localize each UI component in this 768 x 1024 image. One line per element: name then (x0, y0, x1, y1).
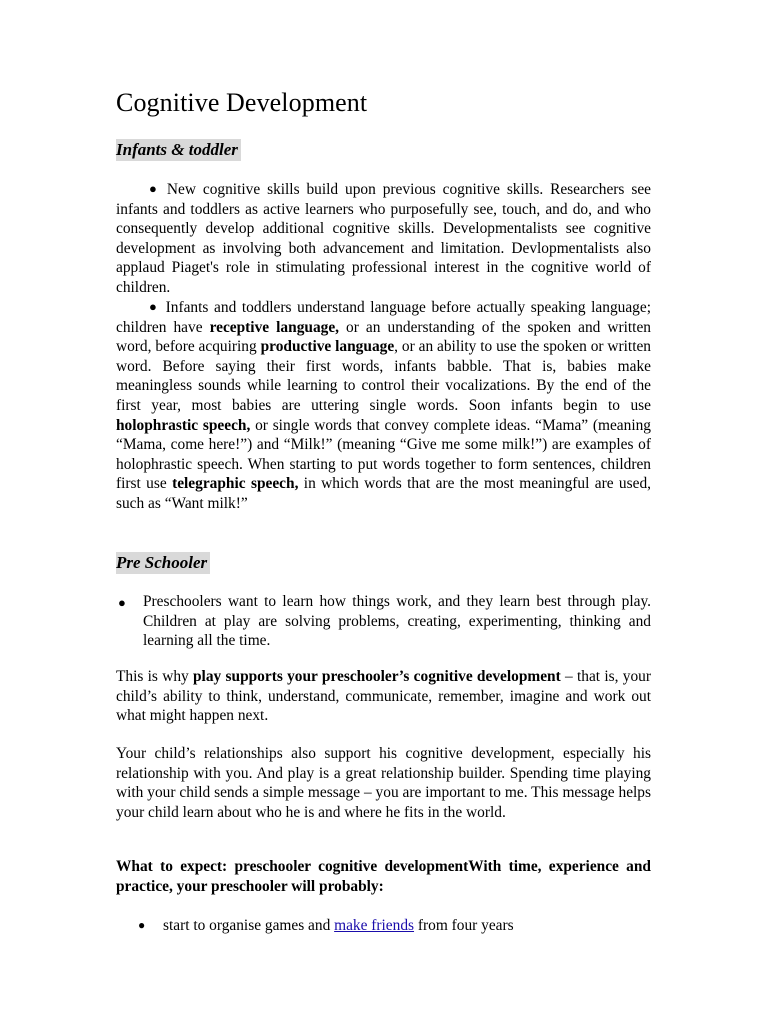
list-item-text (163, 916, 651, 936)
term-productive-language: productive language (260, 338, 395, 356)
paragraph-text: or an understanding of the spoken and written word, before acquiring (116, 318, 651, 356)
paragraph-text: Infants and toddlers understand language before actually speaking language; children have (116, 299, 651, 336)
list-item-text: Preschoolers want to learn how things work, and they learn best through play. Children at play are solving problems, creating, experimenting, thinking and learning all the time. (143, 593, 651, 650)
bullet-dot-icon: ● (149, 299, 159, 314)
paragraph-text: in which words that are the most meaningful are used, such as “Want milk!” (116, 475, 651, 512)
paragraph-relationships: Your child’s relationships also support his cognitive development, especially his relationship with you. And play is a great relationship builder. Spending time playing with your child sends a simple message – you are important to me. This message helps your child learn about who he is and where he fits in the world. (116, 745, 651, 821)
section-heading-preschooler: Pre Schooler (116, 552, 210, 574)
term-telegraphic-speech: telegraphic speech, (172, 475, 299, 493)
list-item-preschoolers (116, 592, 651, 651)
term-holophrastic-speech: holophrastic speech, (116, 416, 251, 434)
paragraph-language (116, 298, 651, 514)
paragraph-cognitive-skills (116, 180, 651, 298)
list-item-organise-games (116, 916, 651, 936)
document-title: Cognitive Development (116, 88, 368, 117)
paragraph-text: or single words that convey complete ideas. “Mama” (meaning “Mama, come here!”) and “Milk!” (meaning “Give me some milk!”) are examples of holophrastic speech. When starting to put words together to form sentences, children first use (116, 416, 652, 493)
bullet-dot-icon: ● (149, 181, 160, 196)
list-item-text-end: from four years (414, 917, 514, 934)
emphasis-play-supports: play supports your preschooler’s cognitive development (193, 668, 561, 685)
paragraph-text: This is why (116, 668, 193, 685)
paragraph-text: , or an ability to use the spoken or written word. Before saying their first words, infants babble. That is, babies make meaningless sounds while learning to control their vocalizations. By the end of the first year, most babies are uttering single words. Soon infants begin to use (116, 338, 651, 414)
term-receptive-language: receptive language, (209, 318, 340, 336)
list-item-text-start: start to organise games and (163, 917, 335, 934)
section-heading-infants: Infants & toddler (116, 139, 241, 161)
bullet-dot-icon: ● (138, 918, 146, 932)
paragraph-text: – that is, your child’s ability to think, understand, communicate, remember, imagine and work out what might happen next. (116, 668, 651, 725)
bullet-dot-icon: ● (118, 595, 126, 610)
paragraph-what-to-expect: What to expect: preschooler cognitive developmentWith time, experience and practice, your preschooler will probably: (116, 858, 651, 895)
paragraph-text: New cognitive skills build upon previous cognitive skills. Researchers see infants and toddlers as active learners who purposefully see, touch, and do, and who consequently develop additional cognitive skills. Developmentalists see cognitive development as involving both advancement and limitation. Devlopmentalists also applaud Piaget's role in stimulating professional interest in the cognitive world of children. (116, 181, 651, 296)
make-friends-link[interactable]: make friends (334, 917, 415, 934)
paragraph-play-supports (116, 667, 651, 726)
